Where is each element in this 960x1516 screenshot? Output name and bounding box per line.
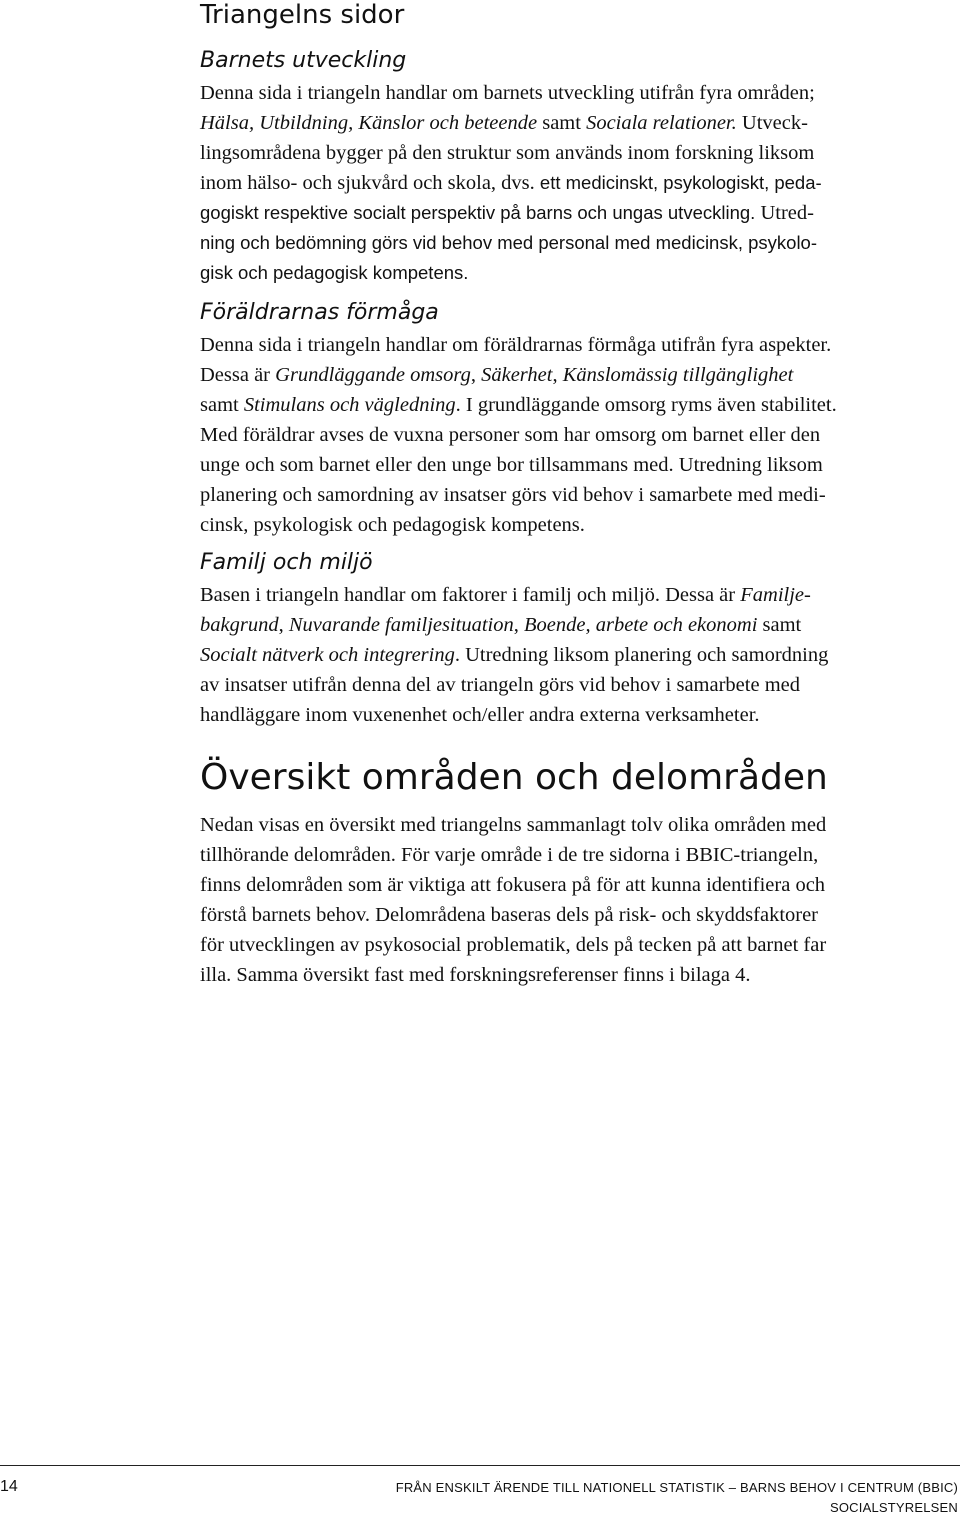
paragraph-familj-och-miljo bbox=[200, 580, 952, 730]
emphasis-text: Nuvarande familjesituation bbox=[288, 614, 514, 636]
text-line: gogiskt respektive socialt perspektiv på barns och ungas utveckling. bbox=[200, 202, 756, 223]
text-line: finns delområden som är viktiga att fokusera på för att kunna identifiera och bbox=[200, 874, 826, 896]
page-number: 14 bbox=[0, 1478, 18, 1495]
page-heading: Triangelns sidor bbox=[200, 0, 405, 30]
text-line: förstå barnets behov. Delområdena baseras dels på risk- och skyddsfaktorer bbox=[200, 904, 819, 926]
text-line: , bbox=[278, 614, 289, 636]
text-line: illa. Samma översikt fast med forskningsreferenser finns i bilaga 4. bbox=[200, 964, 751, 986]
text-line: samt bbox=[757, 614, 802, 636]
emphasis-text: Familje- bbox=[740, 584, 811, 606]
emphasis-text: Säkerhet bbox=[481, 364, 553, 386]
text-line: samt bbox=[537, 112, 587, 134]
footer-divider bbox=[0, 1465, 960, 1466]
text-line: , bbox=[552, 364, 563, 386]
text-line: Nedan visas en översikt med triangelns sammanlagt tolv olika områden med bbox=[200, 814, 827, 836]
emphasis-text: bakgrund bbox=[200, 614, 279, 636]
text-line: . I grundläggande omsorg ryms även stabilitet. bbox=[455, 394, 837, 416]
text-line: ning och bedömning görs vid behov med personal med medicinsk, psykolo- bbox=[200, 232, 818, 253]
section-title-foraldrarnas-formaga: Föräldrarnas förmåga bbox=[200, 300, 439, 325]
text-line: , bbox=[513, 614, 524, 636]
emphasis-text: Grundläggande omsorg bbox=[275, 364, 471, 386]
text-line: Denna sida i triangeln handlar om föräldrarnas förmåga utifrån fyra aspekter. bbox=[200, 334, 832, 356]
paragraph-foraldrarnas-formaga bbox=[200, 330, 952, 540]
text-line: , bbox=[470, 364, 482, 386]
text-line: handläggare inom vuxenenhet och/eller andra externa verksamheter. bbox=[200, 704, 760, 726]
text-line: samt bbox=[200, 394, 244, 416]
text-line: planering och samordning av insatser görs vid behov i samarbete med medi- bbox=[200, 484, 826, 506]
text-line: unge och som barnet eller den unge bor tillsammans med. Utredning liksom bbox=[200, 454, 823, 476]
text-line: Med föräldrar avses de vuxna personer som har omsorg om barnet eller den bbox=[200, 424, 821, 446]
section-title-familj-och-miljo: Familj och miljö bbox=[200, 550, 373, 575]
text-line: tillhörande delområden. För varje område i de tre sidorna i BBIC-triangeln, bbox=[200, 844, 819, 866]
text-line: för utvecklingen av psykosocial problematik, dels på tecken på att barnet far bbox=[200, 934, 827, 956]
text-line: . Utredning liksom planering och samordning bbox=[454, 644, 829, 666]
section-title-barnets-utveckling: Barnets utveckling bbox=[200, 48, 407, 73]
emphasis-text: Sociala relationer. bbox=[586, 112, 737, 134]
text-line: Denna sida i triangeln handlar om barnets utveckling utifrån fyra områden; bbox=[200, 82, 815, 104]
text-line: gisk och pedagogisk kompetens. bbox=[200, 262, 469, 283]
section-heading-oversikt: Översikt områden och delområden bbox=[200, 757, 828, 798]
emphasis-text: Hälsa, Utbildning, Känslor och beteende bbox=[200, 112, 538, 134]
text-line: Basen i triangeln handlar om faktorer i familj och miljö. Dessa är bbox=[200, 584, 741, 606]
emphasis-text: Boende, arbete och ekonomi bbox=[524, 614, 758, 636]
emphasis-text: Socialt nätverk och integrering bbox=[200, 644, 455, 666]
text-line: cinsk, psykologisk och pedagogisk kompetens. bbox=[200, 514, 585, 536]
text-line: Dessa är bbox=[200, 364, 276, 386]
footer-document-title: FRÅN ENSKILT ÄRENDE TILL NATIONELL STATISTIK – BARNS BEHOV I CENTRUM (BBIC) bbox=[395, 1480, 958, 1495]
text-line: Utred- bbox=[755, 202, 814, 224]
paragraph-oversikt bbox=[200, 810, 952, 990]
text-line: ett medicinskt, psykologiskt, peda- bbox=[534, 172, 822, 193]
text-line: lingsområdena bygger på den struktur som används inom forskning liksom bbox=[200, 142, 815, 164]
emphasis-text: Känslomässig tillgänglighet bbox=[562, 364, 794, 386]
paragraph-barnets-utveckling bbox=[200, 78, 952, 288]
text-line: Utveck- bbox=[736, 112, 808, 134]
footer-organization: SOCIALSTYRELSEN bbox=[830, 1500, 958, 1515]
text-line: av insatser utifrån denna del av triangeln görs vid behov i samarbete med bbox=[200, 674, 800, 696]
emphasis-text: Stimulans och vägledning bbox=[243, 394, 456, 416]
text-line: inom hälso- och sjukvård och skola, dvs. bbox=[200, 172, 535, 194]
